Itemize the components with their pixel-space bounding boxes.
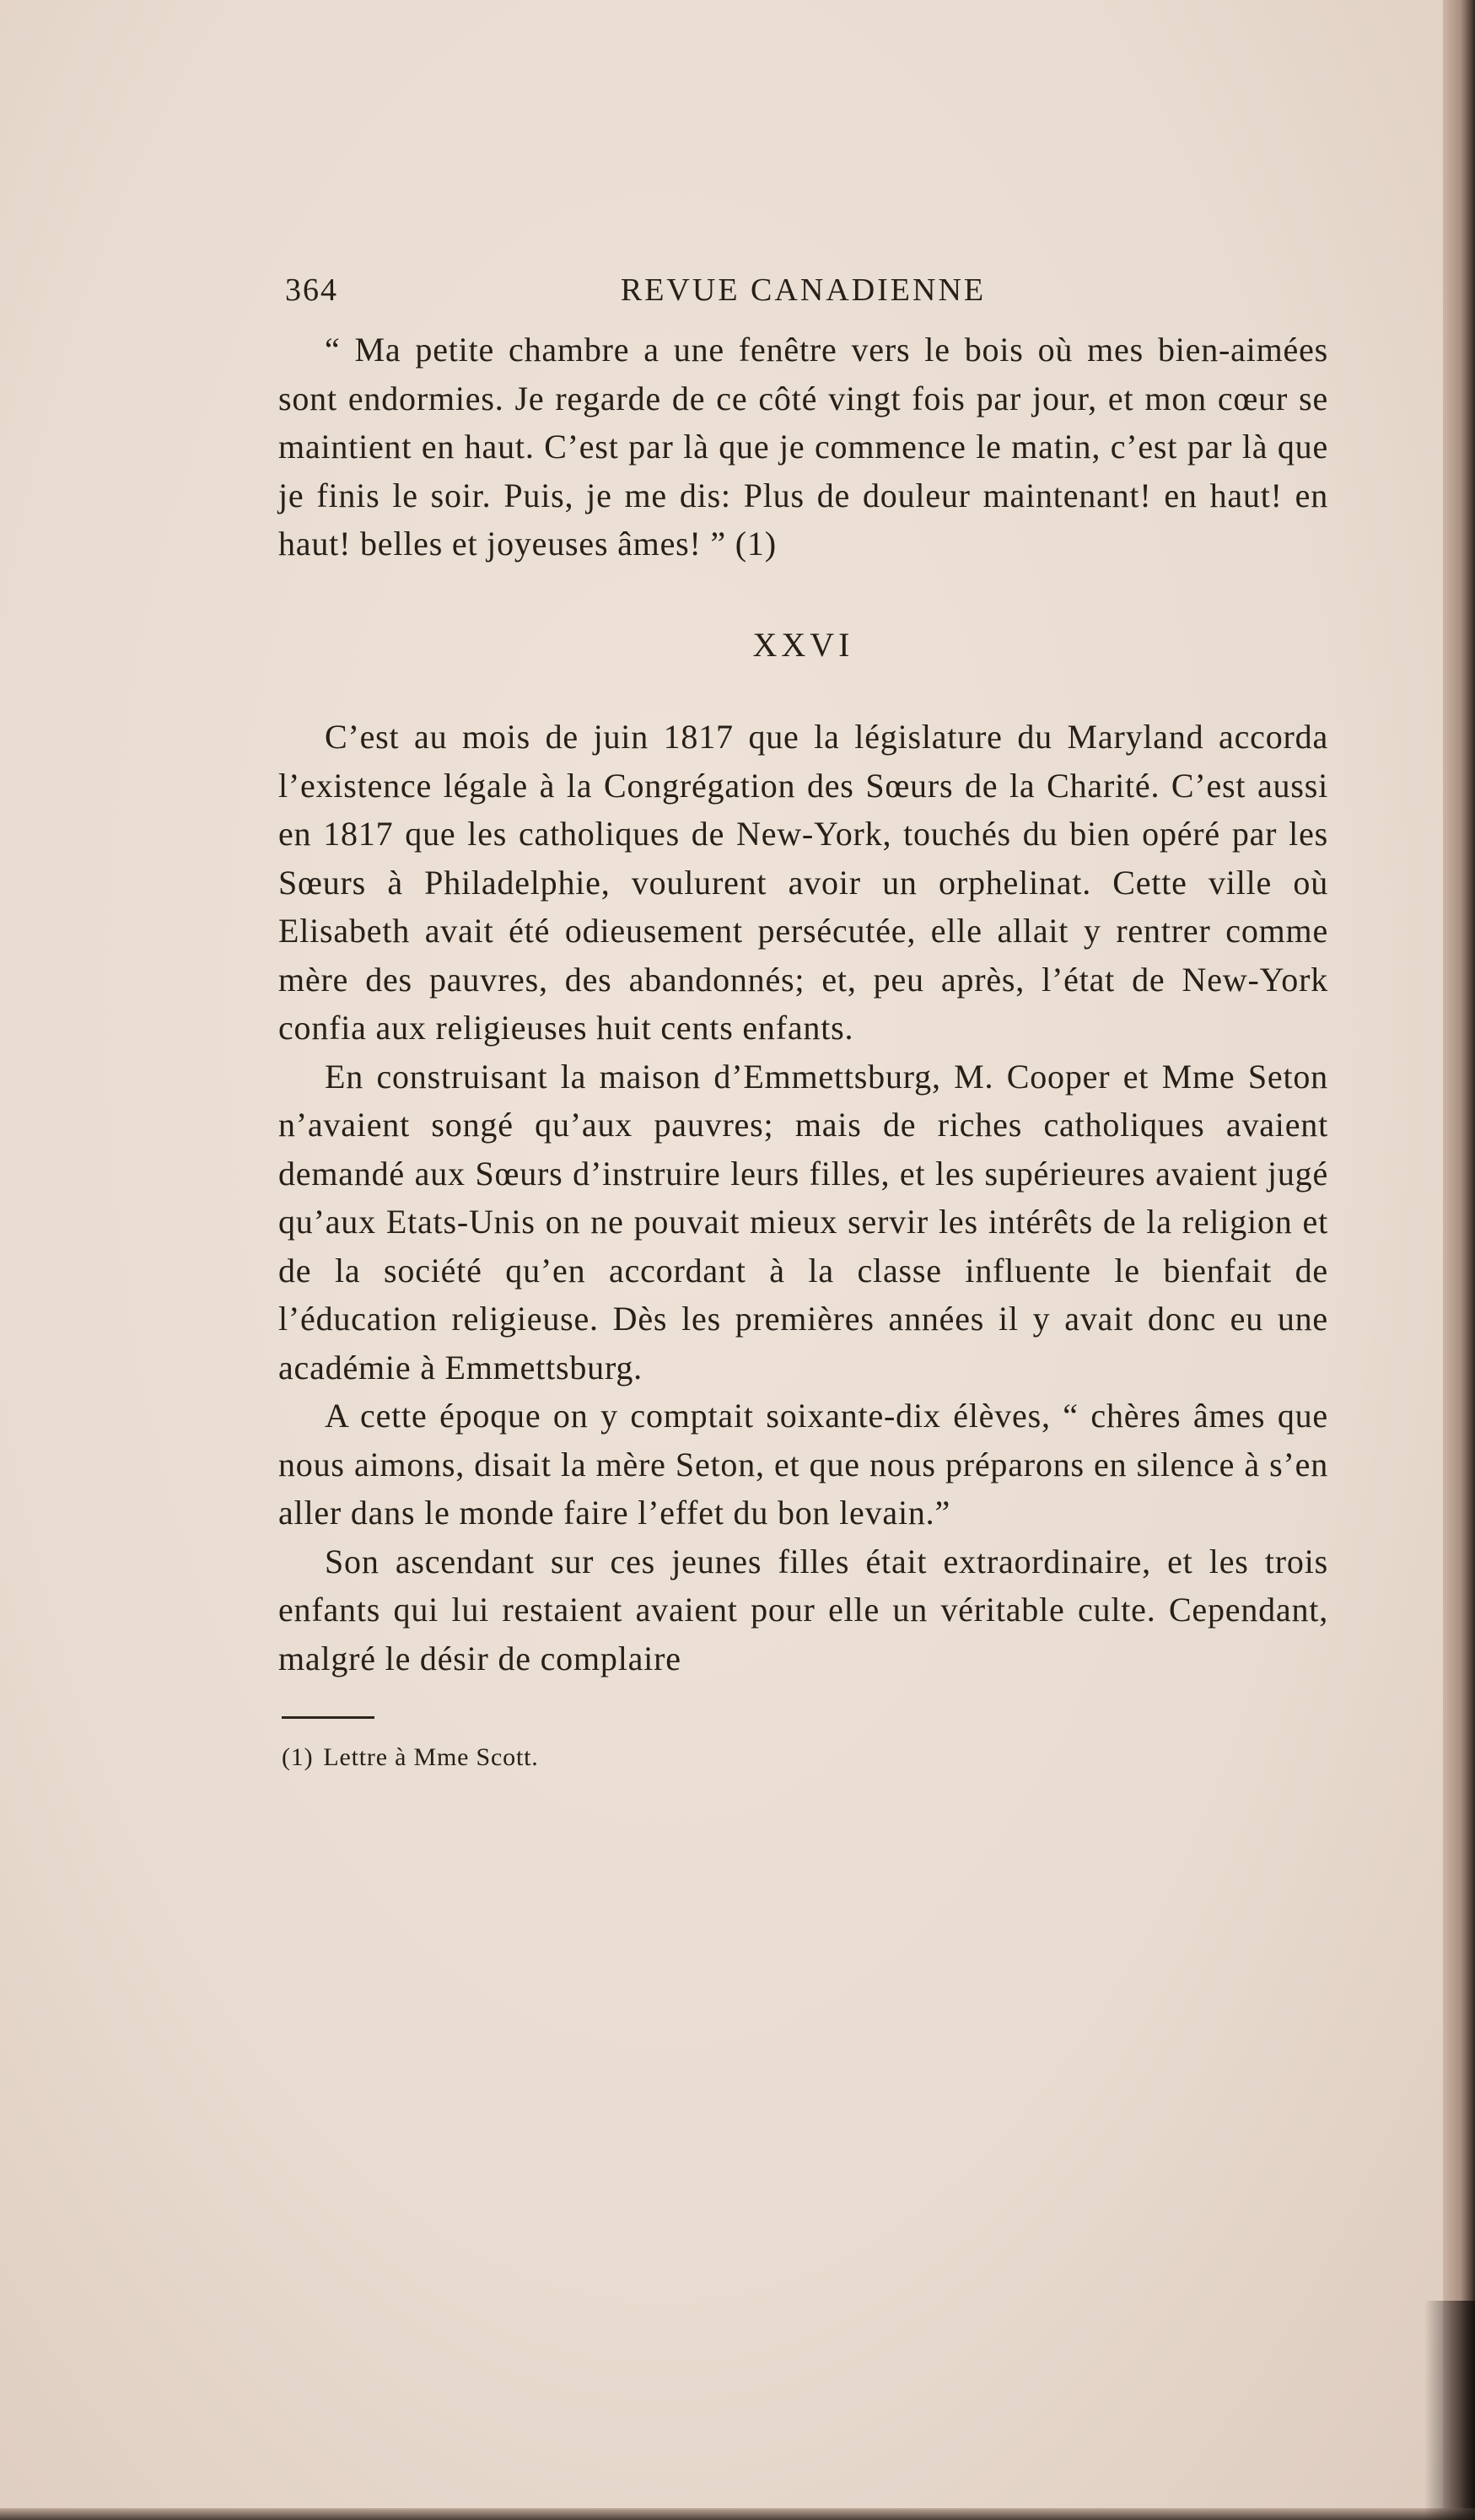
quote-paragraph: [278, 326, 1328, 568]
paragraph-1: C’est au mois de juin 1817 que la législature du Maryland accorda l’existence légale à la Congrégation des Sœurs de la Charité. C’est aussi en 1817 que les catholiques de New-York, touchés du bien opéré par les Sœurs à Philadelphie, voulurent avoir un orphelinat. Cette ville où Elisabeth avait été odieusement persécutée, elle allait y rentrer comme mère des pauvres, des abandonnés; et, peu après, l’état de New-York confia aux religieuses huit cents enfants.: [278, 718, 1328, 1047]
paragraph-4: Son ascendant sur ces jeunes filles était extraordinaire, et les trois enfants qui lui restaient avaient pour elle un véritable culte. Cependant, malgré le désir de complaire: [278, 1542, 1328, 1677]
footnote-reference: (1): [735, 525, 777, 563]
footnote-divider: [282, 1716, 374, 1719]
footnote-text: Lettre à Mme Scott.: [323, 1743, 539, 1771]
page-edge-shadow: [1443, 0, 1475, 2520]
journal-title: REVUE CANADIENNE: [620, 272, 987, 308]
section-heading: XXVI: [752, 625, 854, 664]
running-head: [278, 272, 1328, 322]
page-bottom-edge: [0, 2508, 1475, 2520]
page-number: 364: [285, 272, 338, 308]
quote-text: “ Ma petite chambre a une fenêtre vers le bois où mes bien-aimées sont endormies. Je regarde de ce côté vingt fois par jour, et mon cœur se maintient en haut. C’est par là que je commence le matin, c’est par là que je finis le soir. Puis, je me dis: Plus de douleur maintenant! en haut! en haut! belles et joyeuses âmes! ”: [278, 331, 1328, 563]
corner-shadow: [1424, 2301, 1475, 2520]
footnote-mark: (1): [282, 1743, 314, 1771]
text-column: [278, 272, 1328, 1774]
footnote: [282, 1741, 1328, 1774]
paragraph-3: A cette époque on y comptait soixante-dix élèves, “ chères âmes que nous aimons, disait la mère Seton, et que nous préparons en silence à s’en aller dans le monde faire l’effet du bon levain.”: [278, 1397, 1328, 1532]
paragraph-2: En construisant la maison d’Emmettsburg, M. Cooper et Mme Seton n’avaient songé qu’aux pauvres; mais de riches catholiques avaient demandé aux Sœurs d’instruire leurs filles, et les supérieures avaient jugé qu’aux Etats-Unis on ne pouvait mieux servir les intérêts de la religion et de la société qu’en accordant à la classe influente le bienfait de l’éducation religieuse. Dès les premières années il y avait donc eu une académie à Emmettsburg.: [278, 1057, 1328, 1387]
